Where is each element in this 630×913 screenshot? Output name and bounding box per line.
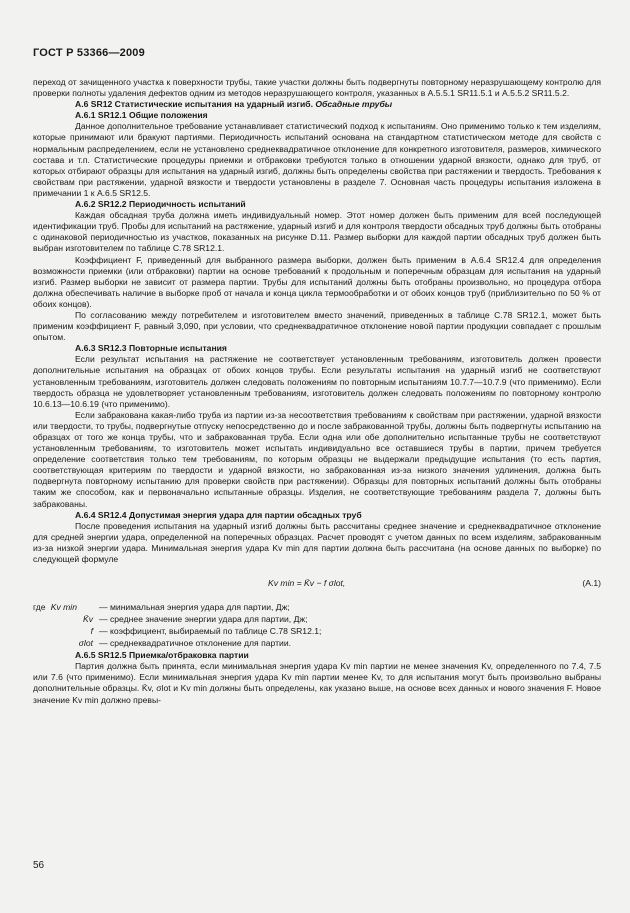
paragraph: Коэффициент F, приведенный для выбранного размера выборки, должен быть применим в А.6.4 SR12.4 для определения возможности приемки (или отбраковки) партии на основе требований к продольным и поперечным образцам для испытания на ударный изгиб. Размер выборки не зависит от размера партии. Трубы для испытаний должны быть отобраны произвольно, но процедура отбора должна обеспечивать наличие в выборке проб от начала и конца цикла термообработки и от обоих концов труб (приблизительно по 50 % от обоих концов). <box>33 254 601 309</box>
where-text: — коэффициент, выбираемый по таблице С.78 SR12.1; <box>99 626 322 637</box>
where-row <box>33 602 601 614</box>
section-heading: А.6.2 SR12.2 Периодичность испытаний <box>75 199 246 210</box>
where-row <box>33 626 601 638</box>
paragraph: Если забракована какая-либо труба из партии из-за несоответствия требованиям к свойствам при растяжении, ударной вязкости или твердости, то трубы, подвергнутые отпуску непосредственно до и после забракованной трубы, должны быть подвергнуты испытанию на образцах от того же конца трубы, что и забракованная труба. Если одна или обе дополнительно испытанные трубы не соответствуют установленным требованиям, то изготовитель может испытать индивидуально все оставшиеся трубы в партии, причем требуется определение соответствия только тем требованиям, по которым образцы не выдержали предыдущие испытания (то есть партия, соответствующая критериям по твердости и ударной вязкости, но забракованная из-за низкого значения удлинения, должна быть подвергнута повторному испытанию для проверки свойств при растяжении). Образцы для повторных испытаний должны быть отобраны таким же способом, как и первоначально испытанные образцы. Изделия, не соответствующие требованиям раздела 7, должны быть забракованы. <box>33 409 601 509</box>
paragraph: Каждая обсадная труба должна иметь индивидуальный номер. Этот номер должен быть применим для всей последующей идентификации труб. Пробы для испытаний на растяжение, ударный изгиб и для контроля твердости обсадных труб должны быть отобраны с одинаковой периодичностью из участков, показанных на рисунке D.11. Размер выборки для каждой партии обсадных труб должен быть выбран изготовителем по таблице С.78 SR12.1. <box>33 210 601 254</box>
paragraph: переход от зачищенного участка к поверхности трубы, такие участки должны быть подвергнуты повторному неразрушающему контролю для проверки полноты удаления дефектов одним из методов неразрушающего контроля, указанных в А.5.5.1 SR11.5.1 и А.5.5.2 SR11.5.2. <box>33 77 601 99</box>
formula-number: (А.1) <box>582 578 601 589</box>
section-heading: А.6.1 SR12.1 Общие положения <box>75 110 208 121</box>
paragraphs-after <box>33 650 601 705</box>
where-symbol: Kv min <box>50 602 77 613</box>
where-lead: где <box>33 602 46 613</box>
formula-text: Kv min = K̄v − f σlot, <box>268 578 346 589</box>
where-row <box>33 638 601 650</box>
where-row <box>33 614 601 626</box>
section-heading: А.6.3 SR12.3 Повторные испытания <box>75 343 227 354</box>
where-symbol: f <box>90 626 93 637</box>
where-text: — минимальная энергия удара для партии, Дж; <box>99 602 290 613</box>
where-list <box>33 602 601 650</box>
where-symbol: K̄v <box>82 614 93 625</box>
paragraph: После проведения испытания на ударный изгиб должны быть рассчитаны среднее значение и среднеквадратичное отклонение для средней энергии удара, определенной на поперечных образцах. Расчет проводят с учетом данных по всем изделиям, забракованным из-за низкой энергии удара. Минимальная энергия удара Kv min для партии должна быть рассчитана (на основе данных по выборке) по следующей формуле <box>33 520 601 565</box>
section-heading: А.6.5 SR12.5 Приемка/отбраковка партии <box>75 650 249 661</box>
paragraph: Если результат испытания на растяжение не соответствует установленным требованиям, изготовитель должен провести дополнительные испытания на образцах от обоих концов трубы. Если результаты испытания на ударный изгиб не соответствуют установленным требованиям, изготовитель должен следовать положениям по повторным испытаниям 10.7.7—10.7.9 (что применимо). Если твердость образца не удовлетворяет установленным требованиям, изготовитель должен следовать положениям по повторному контролю 10.6.13—10.6.19 (что применимо). <box>33 354 601 409</box>
page-header: ГОСТ Р 53366—2009 <box>33 47 145 59</box>
where-text: — среднеквадратичное отклонение для партии. <box>99 638 292 649</box>
formula-a1 <box>33 572 601 596</box>
paragraph: По согласованию между потребителем и изготовителем вместо значений, приведенных в таблице С.78 SR12.1, может быть применим коэффициент F, равный 3,090, при условии, что среднеквадратичное отклонение новой партии продукции совпадает с прошлым опытом. <box>33 309 601 343</box>
section-heading: А.6 SR12 Статистические испытания на ударный изгиб. Обсадные трубы <box>75 99 393 110</box>
paragraph: Данное дополнительное требование устанавливает статистический подход к испытаниям. Оно применимо только к тем изделиям, которые принимают или бракуют партиями. Периодичность испытаний основана на стандартном статистическом методе для свойств с нормальным распределением, если не установлено среднеквадратичное отклонение для конкретного изготовителя, размеров, химического состава и т.п. Статистические процедуры приемки и отбраковки требуются только в отношении ударной вязкости, однако для труб, от которых отбирают образцы для испытания на ударный изгиб, должны быть определены свойства при растяжении и твердость. Требования к свойствам при растяжении, ударной вязкости и твердости установлены в разделе 7. Основная часть процедуры испытания изложена в примечании 1 к А.6.5 SR12.5. <box>33 121 601 198</box>
where-symbol: σlot <box>78 638 93 649</box>
section-heading: А.6.4 SR12.4 Допустимая энергия удара для партии обсадных труб <box>75 509 362 520</box>
paragraph: Партия должна быть принята, если минимальная энергия удара Kv min партии не менее значения Kv, определенного по 7.4, 7.5 или 7.6 (что применимо). Если минимальная энергия удара Kv min партии менее Kv, то для испытания могут быть произвольно выбраны дополнительные образцы. K̄v, σlot и Kv min должны быть определены, как указано выше, на основе всех данных и нового значения F. Новое значение Kv min должно превы- <box>33 661 601 705</box>
paragraphs <box>33 77 601 565</box>
page-body <box>33 77 601 706</box>
where-text: — среднее значение энергии удара для партии, Дж; <box>99 614 308 625</box>
page-number: 56 <box>33 860 45 871</box>
